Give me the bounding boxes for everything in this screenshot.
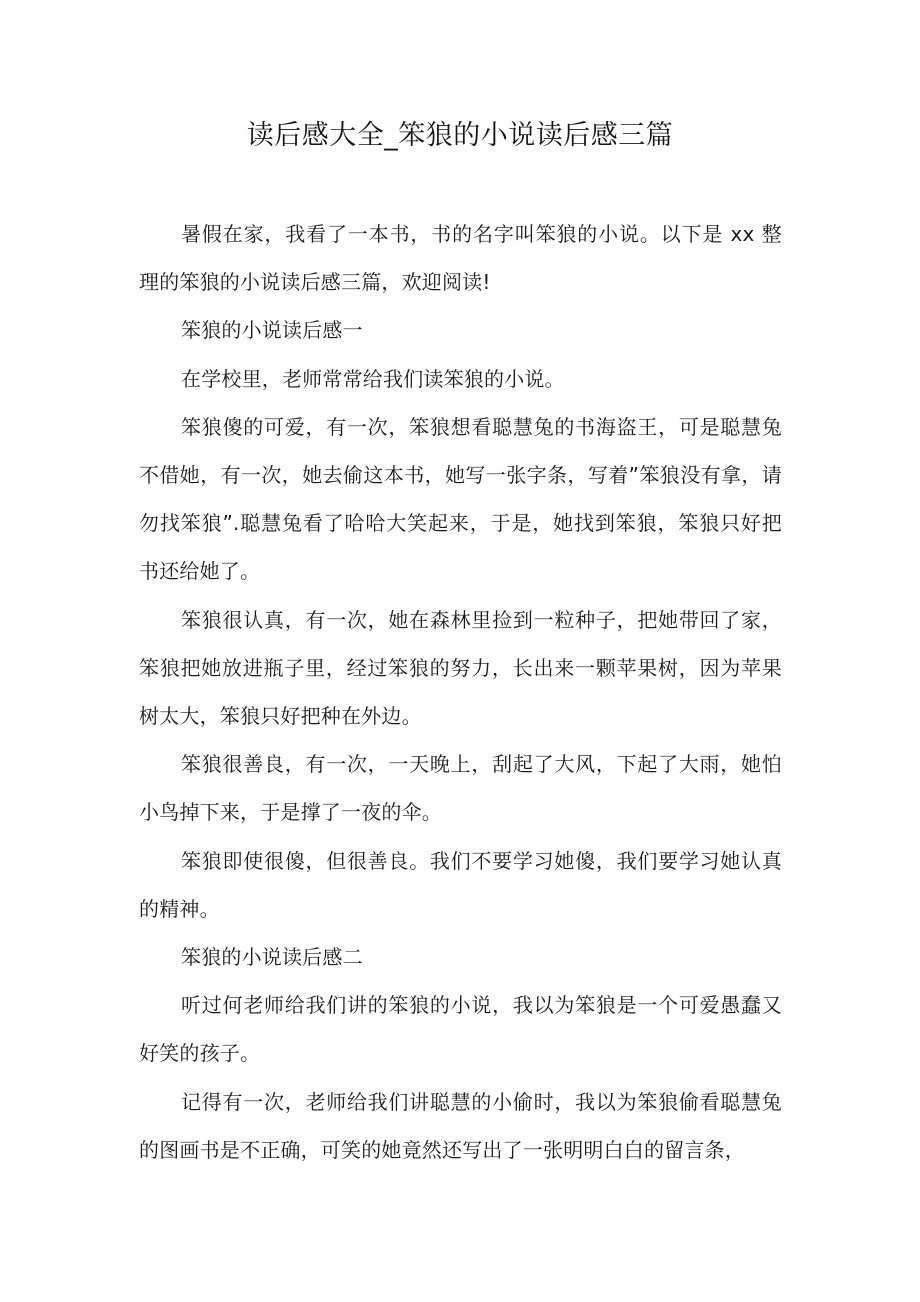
document-body (139, 210, 782, 1174)
body-paragraph: 听过何老师给我们讲的笨狼的小说，我以为笨狼是一个可爱愚蠢又好笑的孩子。 (139, 993, 782, 1066)
section-heading-1: 笨狼的小说读后感一 (181, 318, 363, 343)
body-paragraph: 笨狼傻的可爱，有一次，笨狼想看聪慧兔的书海盗王，可是聪慧兔不借她，有一次，她去偷这本书，她写一张字条，写着”笨狼没有拿，请勿找笨狼”.聪慧兔看了哈哈大笑起来，于是，她找到笨狼，笨狼只好把书还给她了。 (139, 414, 782, 584)
intro-paragraph: 暑假在家，我看了一本书，书的名字叫笨狼的小说。以下是 xx 整理的笨狼的小说读后感三篇，欢迎阅读! (139, 222, 782, 295)
body-paragraph: 在学校里，老师常常给我们读笨狼的小说。 (181, 366, 565, 391)
document-title: 读后感大全_笨狼的小说读后感三篇 (246, 120, 674, 151)
body-paragraph: 笨狼很认真，有一次，她在森林里捡到一粒种子，把她带回了家，笨狼把她放进瓶子里，经过笨狼的努力，长出来一颗苹果树，因为苹果树太大，笨狼只好把种在外边。 (139, 607, 782, 729)
section-heading-2: 笨狼的小说读后感二 (181, 945, 363, 970)
body-paragraph: 笨狼即使很傻，但很善良。我们不要学习她傻，我们要学习她认真的精神。 (139, 848, 782, 921)
body-paragraph: 记得有一次，老师给我们讲聪慧的小偷时，我以为笨狼偷看聪慧兔的图画书是不正确，可笑的她竟然还写出了一张明明白白的留言条， (139, 1089, 782, 1162)
body-paragraph: 笨狼很善良，有一次，一天晚上，刮起了大风，下起了大雨，她怕小鸟掉下来，于是撑了一夜的伞。 (139, 752, 782, 825)
